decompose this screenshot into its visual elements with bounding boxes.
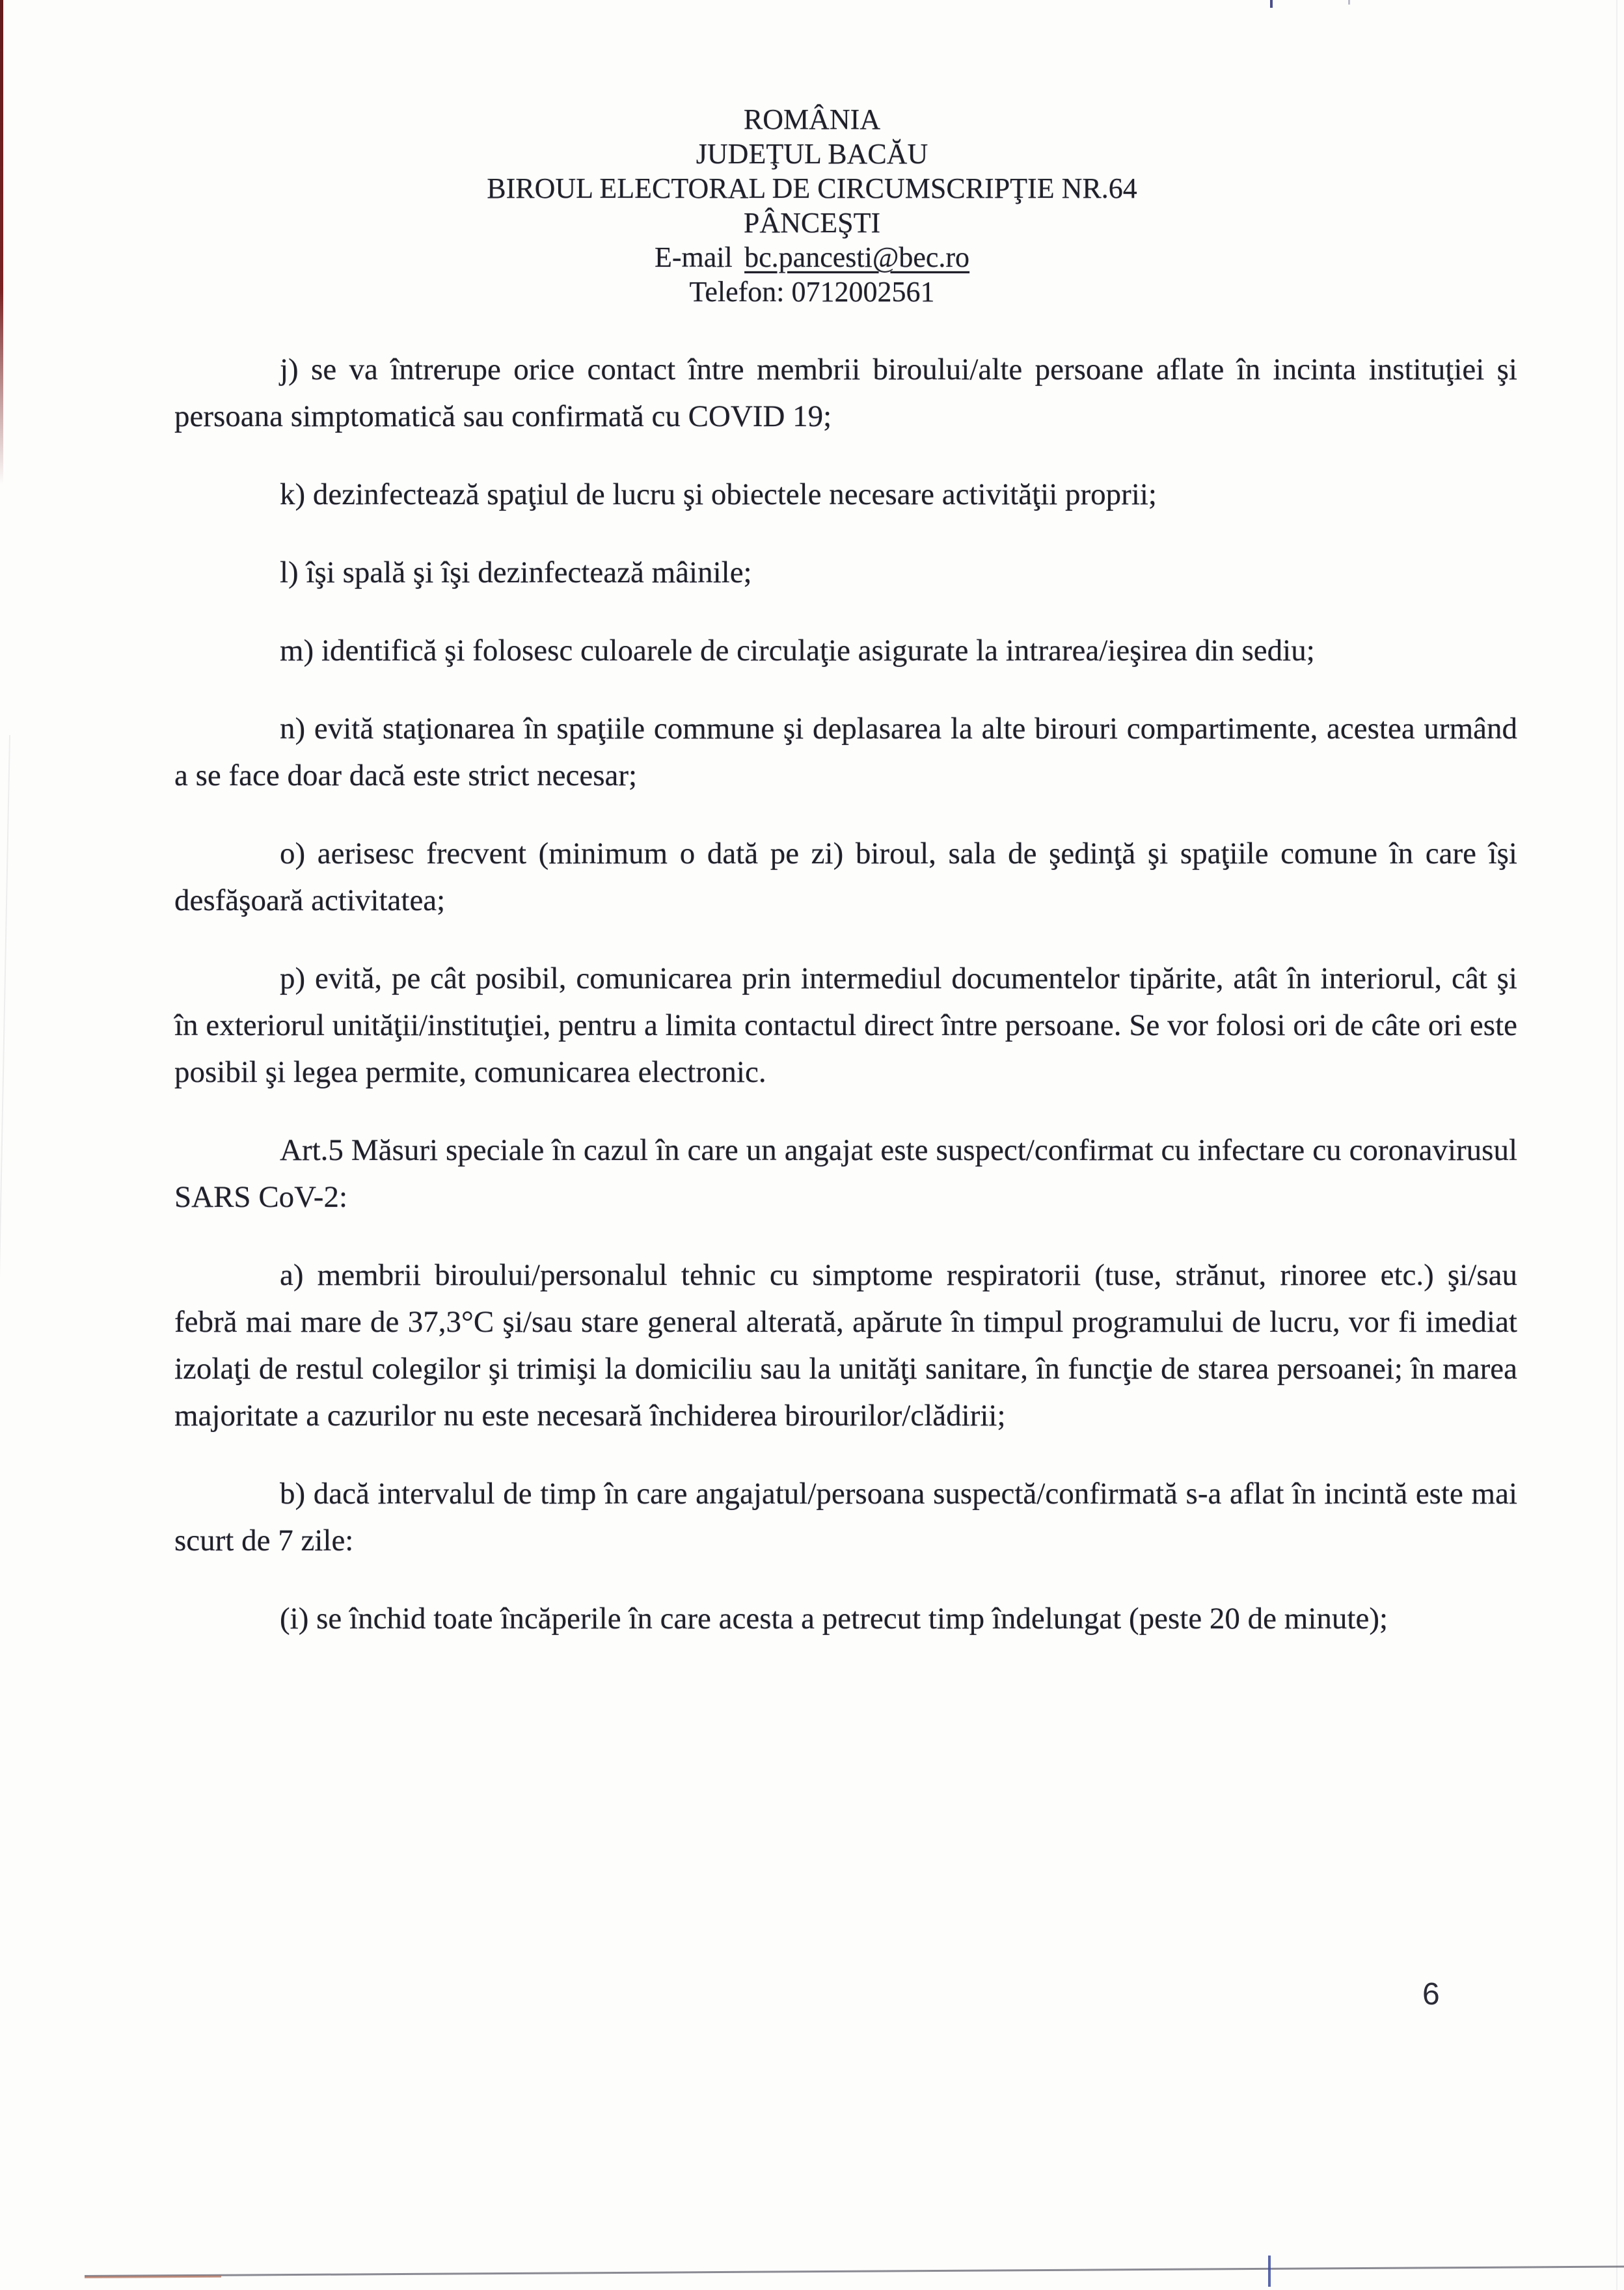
header-office: BIROUL ELECTORAL DE CIRCUMSCRIPŢIE NR.64 [487,172,1137,204]
paragraph-a: a) membrii biroului/personalul tehnic cu simptome respiratorii (tuse, strănut, rinoree etc.) şi/sau febră mai mare de 37,3°C şi/sau stare general alterată, apărute în timpul programului de lucru, vor fi imediat izolaţi de restul colegilor şi trimişi la domiciliu sau la unităţi sanitare, în funcţie de starea persoanei; în marea majoritate a cazurilor nu este necesară închiderea birourilor/clădirii; [174,1258,1517,1433]
scan-artifact-top-tick [1270,0,1273,8]
scan-artifact-right-edge [1616,0,1617,2290]
paragraph-n: n) evită staţionarea în spaţiile commune şi deplasarea la alte birouri compartimente, acestea urmând a se face doar dacă este strict necesar; [174,712,1517,792]
paragraph-m: m) identifică şi folosesc culoarele de circulaţie asigurate la intrarea/ieşirea din sediu; [280,634,1315,667]
header-locality: PÂNCEŞTI [743,207,881,239]
header-phone: Telefon: 0712002561 [689,276,935,308]
scan-artifact-bottom-tick [1268,2256,1271,2287]
header-county: JUDEŢUL BACĂU [696,138,928,170]
paragraph-o: o) aerisesc frecvent (minimum o dată pe zi) biroul, sala de şedinţă şi spaţiile comune în care îşi desfăşoară activitatea; [174,837,1517,917]
header-country: ROMÂNIA [743,103,881,135]
paragraph-art5: Art.5 Măsuri speciale în cazul în care un angajat este suspect/confirmat cu infectare cu coronavirusul SARS CoV-2: [174,1133,1517,1214]
document-body [174,346,1517,1673]
scan-artifact-bottom-edge-tint [85,2276,221,2278]
paragraph-p: p) evită, pe cât posibil, comunicarea prin intermediul documentelor tipărite, atât în interiorul, cât şi în exteriorul unităţii/instituţiei, pentru a limita contactul direct între persoane. Se vor folosi ori de câte ori este posibil şi legea permite, comunicarea electronic. [174,962,1517,1089]
paragraph-i: (i) se închid toate încăperile în care acesta a petrecut timp îndelungat (peste 20 de minute); [280,1602,1388,1636]
page-number: 6 [1422,1977,1440,2012]
header-email-address: bc.pancesti@bec.ro [744,241,970,273]
paragraph-b: b) dacă intervalul de timp în care angajatul/persoana suspectă/confirmată s-a aflat în incintă este mai scurt de 7 zile: [174,1477,1517,1557]
scan-artifact-bottom-edge [85,2266,1624,2277]
header-email-line [0,240,1624,275]
paragraph-l: l) îşi spală şi îşi dezinfectează mâinile; [280,556,752,589]
scan-artifact-top-tick-2 [1348,0,1350,5]
paragraph-j: j) se va întrerupe orice contact între membrii biroului/alte persoane aflate în incinta instituţiei şi persoana simptomatică sau confirmată cu COVID 19; [174,353,1517,433]
scan-artifact-fold-line [0,735,10,2290]
paragraph-k: k) dezinfectează spaţiul de lucru şi obiectele necesare activităţii proprii; [280,478,1157,511]
document-header [0,102,1624,309]
scan-artifact-left-edge [0,0,3,485]
header-email-label: E-mail [654,241,733,273]
